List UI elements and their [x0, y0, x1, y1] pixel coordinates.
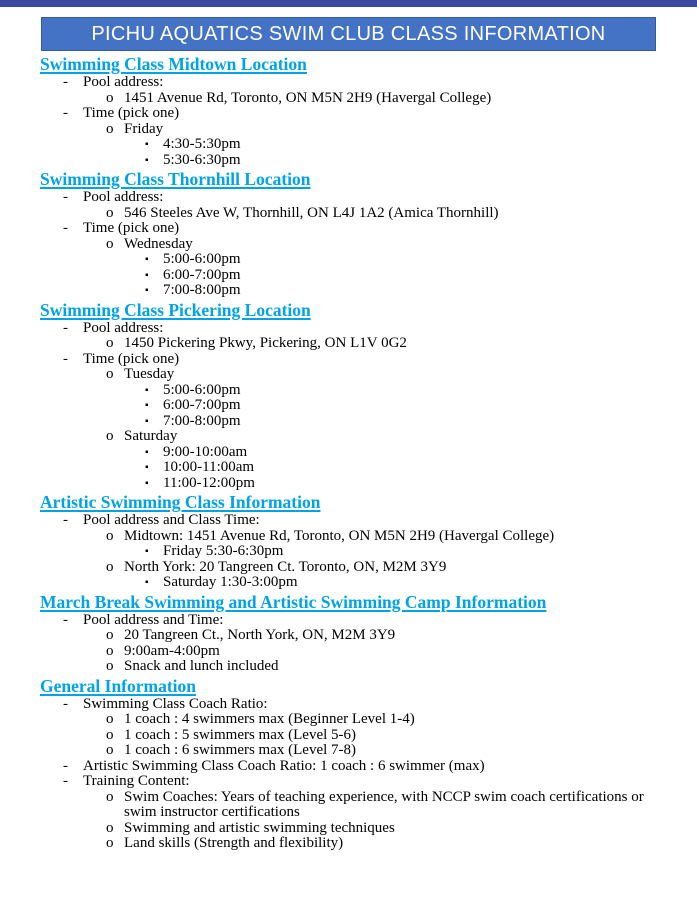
circle-bullet-icon: o: [106, 558, 114, 575]
list-item: [40, 836, 657, 852]
list-item: [40, 321, 657, 337]
section-heading: Swimming Class Thornhill Location: [40, 169, 311, 189]
list-item-text: Pool address:: [83, 319, 164, 336]
dash-bullet-icon: -: [63, 105, 68, 121]
list-item-text: Midtown: 1451 Avenue Rd, Toronto, ON M5N 2H9 (Havergal College): [124, 527, 555, 544]
list-item-text: Saturday: [124, 428, 178, 444]
list-item: [40, 774, 657, 790]
dash-bullet-icon: -: [63, 695, 68, 712]
page-title: PICHU AQUATICS SWIM CLUB CLASS INFORMATION: [91, 22, 606, 45]
list-item: [40, 106, 657, 122]
dash-bullet-icon: -: [63, 757, 68, 774]
dash-bullet-icon: -: [63, 189, 68, 205]
square-bullet-icon: ▪: [145, 269, 149, 281]
square-bullet-icon: ▪: [145, 139, 149, 150]
dash-bullet-icon: -: [63, 74, 68, 90]
list-item: [40, 790, 657, 821]
list-item-text: Time (pick one): [83, 350, 180, 367]
circle-bullet-icon: o: [106, 204, 114, 221]
list-item-text: Swim Coaches: Years of teaching experience, with NCCP swim coach certifications or swim instructor certifications: [124, 788, 644, 820]
list-item: [40, 336, 657, 352]
list-item-text: Pool address:: [83, 189, 164, 205]
list-item: [40, 268, 657, 284]
square-bullet-icon: ▪: [145, 415, 149, 427]
top-window-strip: [0, 0, 697, 7]
square-bullet-icon: ▪: [145, 384, 149, 396]
circle-bullet-icon: o: [106, 742, 114, 758]
circle-bullet-icon: o: [106, 89, 114, 106]
circle-bullet-icon: o: [106, 627, 114, 643]
square-bullet-icon: ▪: [145, 546, 149, 557]
list-item: [40, 544, 657, 560]
list-item-text: 1 coach : 6 swimmers max (Level 7-8): [124, 742, 357, 758]
square-bullet-icon: ▪: [145, 462, 149, 473]
list-item: [40, 529, 657, 545]
list-item: [40, 91, 657, 107]
title-banner: [41, 17, 656, 51]
list-item: [40, 759, 657, 775]
circle-bullet-icon: o: [106, 428, 114, 444]
list-item: [40, 414, 657, 430]
list-item-text: 7:00-8:00pm: [163, 282, 241, 298]
circle-bullet-icon: o: [106, 658, 114, 674]
circle-bullet-icon: o: [106, 235, 114, 252]
dash-bullet-icon: -: [63, 773, 68, 789]
list-item-text: 10:00-11:00am: [163, 459, 255, 475]
list-item: [40, 352, 657, 368]
circle-bullet-icon: o: [106, 642, 114, 659]
list-item-text: Saturday 1:30-3:00pm: [163, 574, 298, 590]
list-item: [40, 513, 657, 529]
list-item: [40, 252, 657, 268]
list-item-text: Wednesday: [124, 235, 193, 252]
list-item: [40, 283, 657, 299]
list-item-text: 20 Tangreen Ct., North York, ON, M2M 3Y9: [124, 627, 396, 643]
list-item-text: Pool address and Class Time:: [83, 512, 260, 528]
section-heading: March Break Swimming and Artistic Swimming Camp Information: [40, 591, 547, 612]
list-item-text: North York: 20 Tangreen Ct. Toronto, ON, M2M 3Y9: [124, 558, 447, 575]
list-item-text: Artistic Swimming Class Coach Ratio: 1 coach : 6 swimmer (max): [83, 757, 485, 774]
dash-bullet-icon: -: [63, 350, 68, 367]
dash-bullet-icon: -: [63, 319, 68, 336]
list-item-text: 546 Steeles Ave W, Thornhill, ON L4J 1A2 (Amica Thornhill): [124, 204, 499, 221]
list-item: [40, 429, 657, 445]
list-item: [40, 628, 657, 644]
list-item-text: Swimming and artistic swimming techniques: [124, 819, 395, 836]
list-item: [40, 659, 657, 675]
circle-bullet-icon: o: [106, 819, 114, 836]
dash-bullet-icon: -: [63, 512, 68, 528]
list-item: [40, 190, 657, 206]
list-item: [40, 460, 657, 476]
list-item: [40, 445, 657, 461]
list-item-text: Training Content:: [83, 773, 190, 789]
circle-bullet-icon: o: [106, 788, 114, 805]
list-item-text: Pool address and Time:: [83, 611, 224, 628]
list-item: [40, 728, 657, 744]
list-item-text: 5:00-6:00pm: [163, 381, 241, 398]
list-item-text: Friday: [124, 120, 164, 137]
section-heading: Swimming Class Pickering Location: [40, 299, 311, 320]
dash-bullet-icon: -: [63, 220, 68, 236]
circle-bullet-icon: o: [106, 366, 114, 382]
list-item: [40, 153, 657, 169]
list-item-text: Snack and lunch included: [124, 658, 279, 674]
section-heading: General Information: [40, 675, 197, 696]
list-item: [40, 122, 657, 138]
section-heading: Swimming Class Midtown Location: [40, 54, 307, 74]
list-item: [40, 575, 657, 591]
list-item: [40, 237, 657, 253]
circle-bullet-icon: o: [106, 726, 114, 743]
square-bullet-icon: ▪: [145, 446, 149, 458]
list-item: [40, 221, 657, 237]
list-item-text: Friday 5:30-6:30pm: [163, 543, 284, 559]
square-bullet-icon: ▪: [145, 477, 149, 489]
list-item: [40, 613, 657, 629]
list-item-text: 1450 Pickering Pkwy, Pickering, ON L1V 0G2: [124, 335, 407, 351]
list-item: [40, 367, 657, 383]
circle-bullet-icon: o: [106, 835, 114, 851]
list-item: [40, 644, 657, 660]
list-item-text: 11:00-12:00pm: [163, 474, 255, 491]
list-item: [40, 75, 657, 91]
list-item-text: 6:00-7:00pm: [163, 266, 241, 283]
list-item-text: Time (pick one): [83, 105, 180, 121]
square-bullet-icon: ▪: [145, 154, 149, 166]
list-item-text: Pool address:: [83, 74, 164, 90]
list-item-text: 6:00-7:00pm: [163, 397, 241, 413]
square-bullet-icon: ▪: [145, 254, 149, 265]
square-bullet-icon: ▪: [145, 400, 149, 411]
list-item-text: 4:30-5:30pm: [163, 136, 241, 152]
square-bullet-icon: ▪: [145, 577, 149, 588]
list-item-text: Land skills (Strength and flexibility): [124, 835, 344, 851]
section-heading: Artistic Swimming Class Information: [40, 492, 321, 512]
list-item: [40, 560, 657, 576]
list-item-text: Swimming Class Coach Ratio:: [83, 695, 268, 712]
list-item-text: Tuesday: [124, 366, 175, 382]
list-item-text: 7:00-8:00pm: [163, 412, 241, 429]
list-item: [40, 398, 657, 414]
list-item-text: Time (pick one): [83, 220, 180, 236]
circle-bullet-icon: o: [106, 527, 114, 544]
list-item: [40, 821, 657, 837]
list-item: [40, 712, 657, 728]
document-content: [40, 54, 657, 852]
list-item: [40, 206, 657, 222]
list-item-text: 5:30-6:30pm: [163, 151, 241, 168]
circle-bullet-icon: o: [106, 711, 114, 727]
list-item-text: 1451 Avenue Rd, Toronto, ON M5N 2H9 (Havergal College): [124, 89, 492, 106]
dash-bullet-icon: -: [63, 611, 68, 628]
list-item-text: 5:00-6:00pm: [163, 251, 241, 267]
list-item: [40, 137, 657, 153]
list-item-text: 1 coach : 5 swimmers max (Level 5-6): [124, 726, 357, 743]
circle-bullet-icon: o: [106, 335, 114, 351]
list-item-text: 1 coach : 4 swimmers max (Beginner Level 1-4): [124, 711, 415, 727]
list-item-text: 9:00am-4:00pm: [124, 642, 220, 659]
list-item: [40, 743, 657, 759]
square-bullet-icon: ▪: [145, 285, 149, 296]
list-item-text: 9:00-10:00am: [163, 443, 248, 460]
list-item: [40, 383, 657, 399]
circle-bullet-icon: o: [106, 120, 114, 137]
list-item: [40, 697, 657, 713]
list-item: [40, 476, 657, 492]
